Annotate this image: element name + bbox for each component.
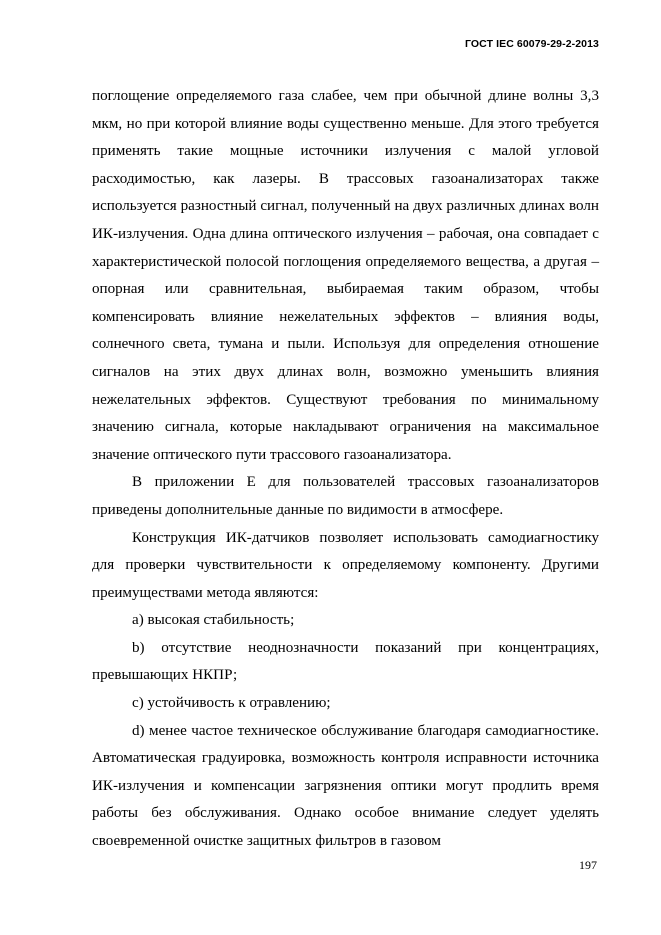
document-body <box>92 83 599 856</box>
paragraph-ir-sensor-construction: Конструкция ИК-датчиков позволяет использовать самодиагностику для проверки чувствительности к определяемому компоненту. Другими преимуществами метода являются: <box>92 529 599 601</box>
paragraph-annex-e: В приложении Е для пользователей трассовых газоанализаторов приведены дополнительные данные по видимости в атмосфере. <box>92 474 599 518</box>
list-item-b: b) отсутствие неоднозначности показаний при концентрациях, превышающих НКПР; <box>92 639 599 684</box>
list-item-c: с) устойчивость к отравлению; <box>132 695 331 712</box>
list-item-d: d) менее частое техническое обслуживание благодаря самодиагностике. Автоматическая градуировка, возможность контроля исправности источника ИК-излучения и компенсации загрязнения оптики могут продлить время работы без обслуживания. Однако особое внимание следует уделять своевременной очистке защитных фильтров в газовом <box>92 722 599 850</box>
list-item-a: а) высокая стабильность; <box>132 612 295 629</box>
paragraph-continuation: поглощение определяемого газа слабее, чем при обычной длине волны 3,3 мкм, но при которой влияние воды существенно меньше. Для этого требуется применять такие мощные источники излучения с малой угловой расходимостью, как лазеры. В трассовых газоанализаторах также используется разностный сигнал, полученный на двух различных длинах волн ИК-излучения. Одна длина оптического излучения – рабочая, она совпадает с характеристической полосой поглощения определяемого вещества, а другая – опорная или сравнительная, выбираемая таким образом, чтобы компенсировать влияние нежелательных эффектов – влияния воды, солнечного света, тумана и пыли. Используя для определения отношение сигналов на этих двух длинах волн, возможно уменьшить влияния нежелательных эффектов. Существуют требования по минимальному значению сигнала, которые накладывают ограничения на максимальное значение оптического пути трассового газоанализатора. <box>92 88 599 463</box>
page-number: 197 <box>579 858 597 872</box>
document-header: ГОСТ IEC 60079-29-2-2013 <box>464 38 599 50</box>
